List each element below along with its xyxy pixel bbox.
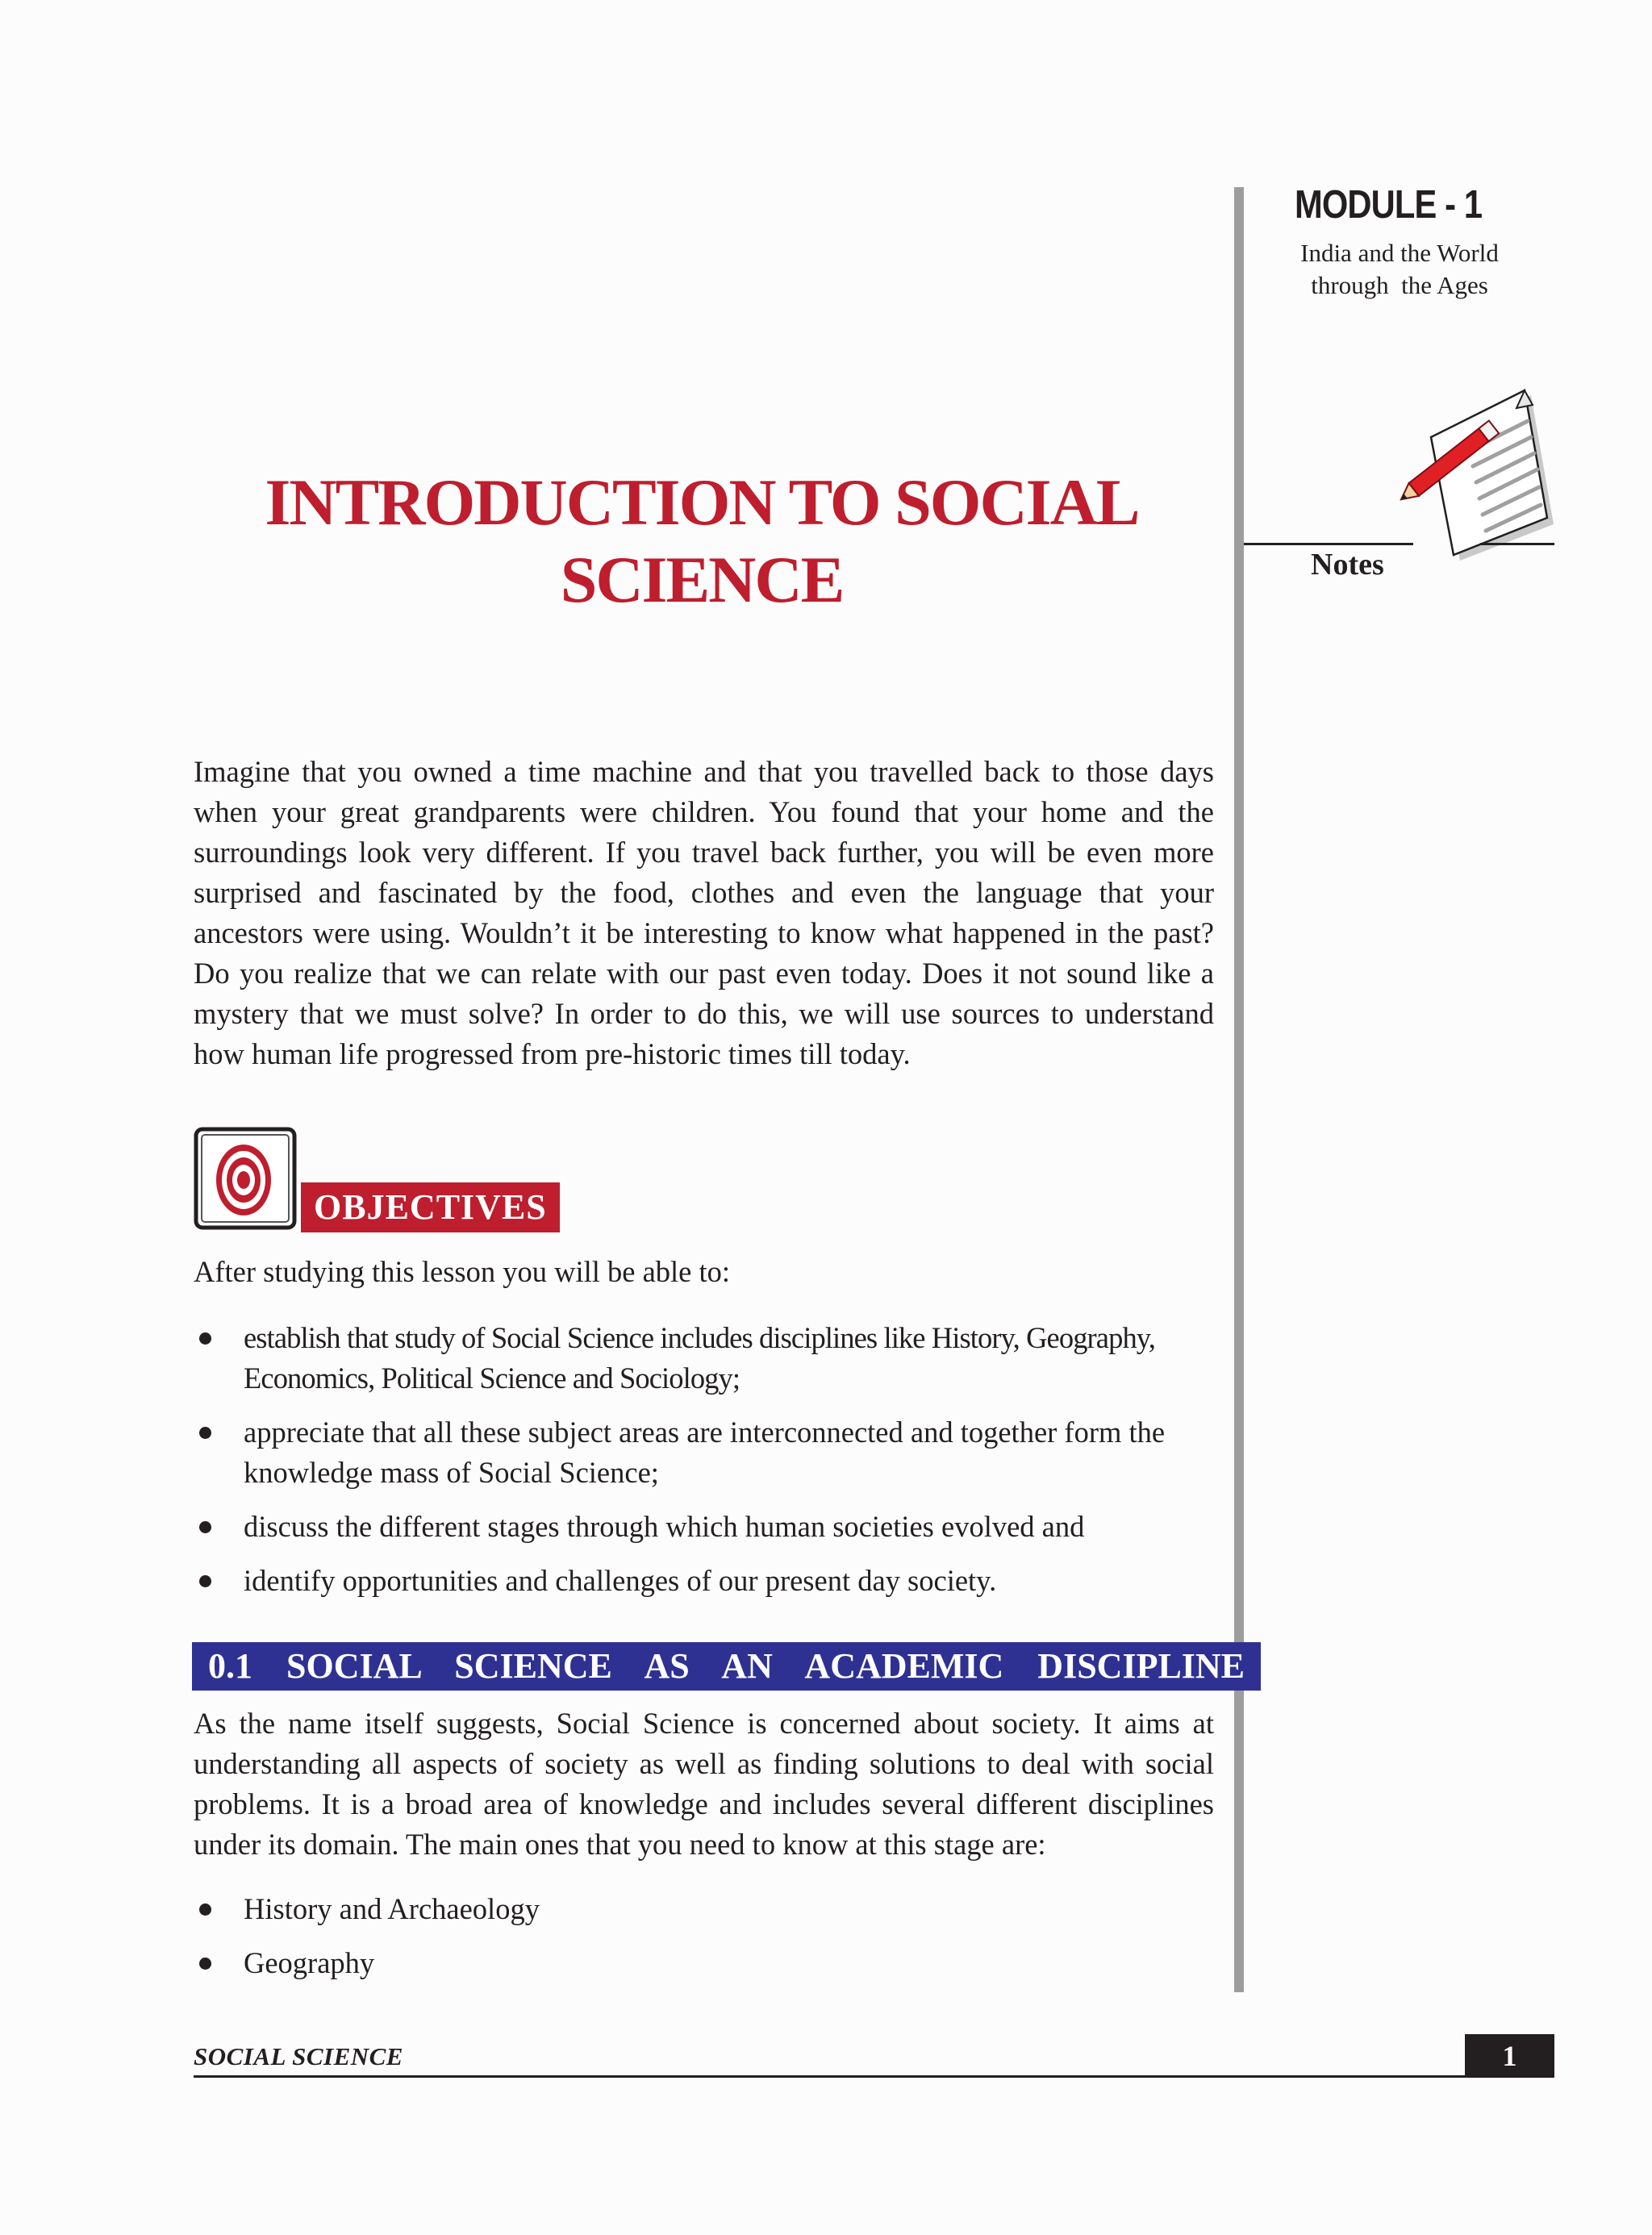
list-item-text: History and Archaeology (244, 1892, 540, 1925)
disciplines-list (194, 1889, 1214, 1997)
bullet-icon (199, 1575, 211, 1587)
page-number: 1 (1465, 2034, 1554, 2078)
objectives-list (194, 1318, 1214, 1615)
list-item (194, 1889, 1214, 1929)
chapter-title-line1: INTRODUCTION TO SOCIAL (265, 465, 1139, 539)
module-title: MODULE - 1 (1295, 183, 1483, 227)
module-subtitle-line1: India and the World (1300, 239, 1499, 267)
list-item (194, 1507, 1214, 1547)
section-heading: 0.1 SOCIAL SCIENCE AS AN ACADEMIC DISCIPLINE (192, 1642, 1261, 1691)
list-item-text: discuss the different stages through which human societies evolved and (244, 1510, 1085, 1543)
list-item (194, 1412, 1214, 1493)
notes-rule-left (1244, 543, 1413, 545)
objectives-lead: After studying this lesson you will be able to: (194, 1255, 731, 1288)
footer-rule (194, 2075, 1554, 2078)
footer-label: SOCIAL SCIENCE (194, 2042, 403, 2070)
sidebar-rule (1234, 187, 1244, 1992)
list-item (194, 1318, 1214, 1399)
bullet-icon (199, 1427, 211, 1439)
chapter-title (194, 464, 1210, 619)
list-item-text: Geography (244, 1946, 375, 1979)
objectives-heading: OBJECTIVES (301, 1182, 560, 1232)
module-subtitle (1279, 237, 1521, 302)
notepad-pencil-icon (1395, 387, 1557, 565)
list-item-text: establish that study of Social Science includes disciplines like History, Geography, Economics, Political Science and Sociology; (244, 1321, 1156, 1395)
bullet-icon (199, 1332, 211, 1345)
bullet-icon (199, 1958, 211, 1970)
module-subtitle-line2: through the Ages (1311, 271, 1488, 299)
list-item (194, 1943, 1214, 1983)
intro-paragraph: Imagine that you owned a time machine and that you travelled back to those days when your great grandparents were children. You found that your home and the surroundings look very different. If you travel back further, you will be even more surprised and fascinated by the food, clothes and even the language that your ancestors were using. Wouldn’t it be interesting to know what happened in the past? Do you realize that we can relate with our past even today. Does it not sound like a mystery that we must solve? In order to do this, we will use sources to understand how human life progressed from pre-historic times till today. (194, 755, 1214, 1070)
list-item-text: identify opportunities and challenges of our present day society. (244, 1564, 997, 1597)
bullet-icon (199, 1904, 211, 1916)
list-item-text: appreciate that all these subject areas are interconnected and together form the knowledge mass of Social Science; (244, 1416, 1166, 1489)
notes-rule-right (1480, 543, 1554, 545)
target-icon (194, 1127, 297, 1230)
chapter-title-line2: SCIENCE (560, 543, 844, 616)
list-item (194, 1561, 1214, 1601)
notes-label: Notes (1311, 548, 1384, 582)
bullet-icon (199, 1521, 211, 1533)
section-paragraph: As the name itself suggests, Social Science is concerned about society. It aims at understanding all aspects of society as well as finding solutions to deal with social problems. It is a broad area of knowledge and includes several different disciplines under its domain. The main ones that you need to know at this stage are: (194, 1707, 1214, 1861)
